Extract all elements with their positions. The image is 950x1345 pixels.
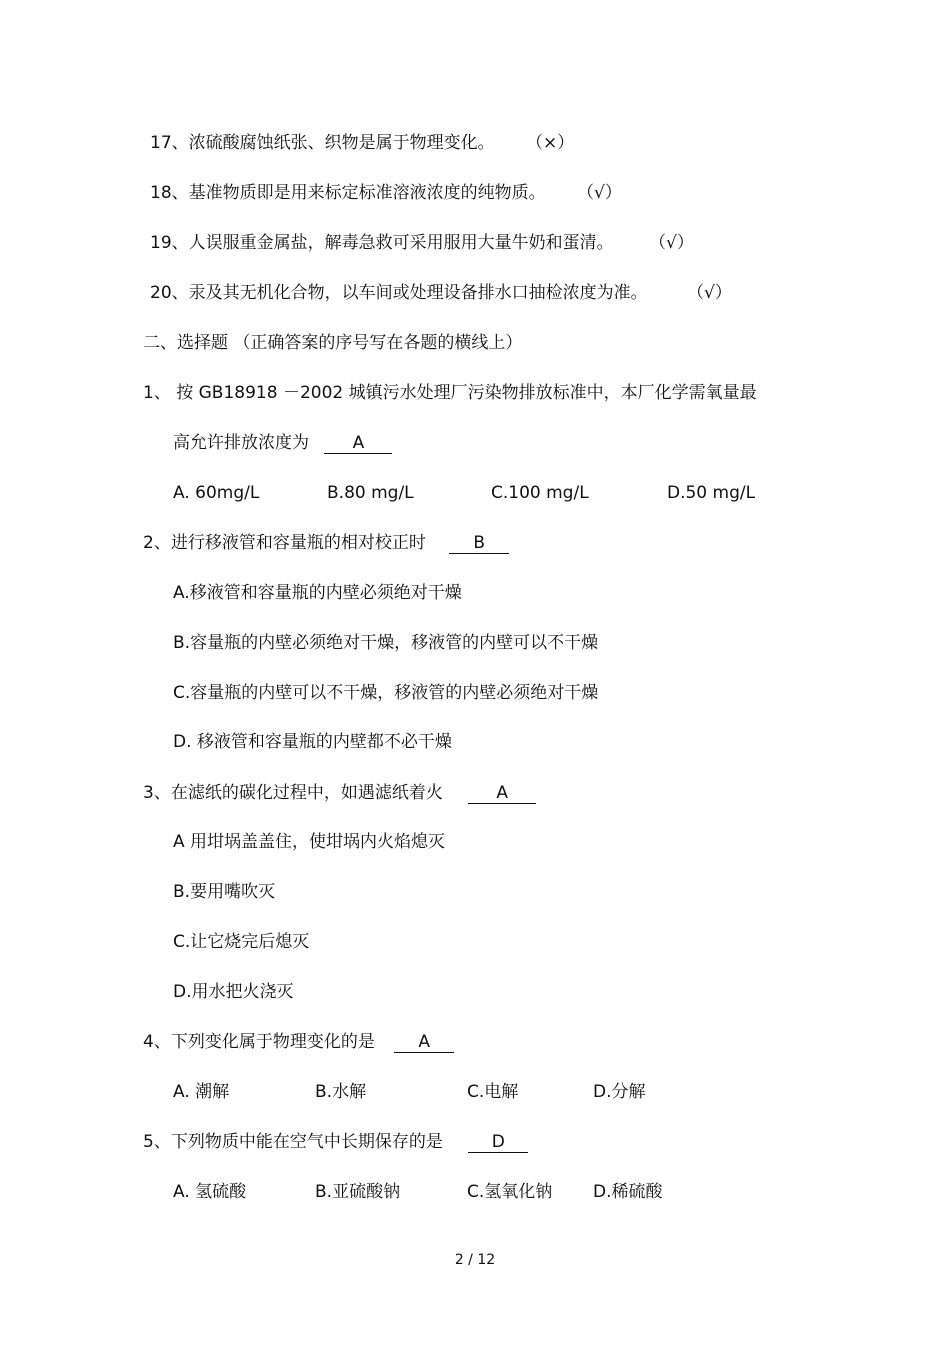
judgement-item-18: [150, 181, 622, 205]
question-3-stem: [143, 781, 536, 805]
judgement-text: 17、浓硫酸腐蚀纸张、织物是属于物理变化。: [150, 133, 495, 153]
judgement-mark: （√）: [649, 233, 694, 253]
judgement-text: 20、汞及其无机化合物，以车间或处理设备排水口抽检浓度为准。: [150, 283, 648, 303]
section-title: 二、选择题 （正确答案的序号写在各题的横线上）: [143, 333, 523, 353]
judgement-item-20: [150, 281, 732, 305]
question-1-option-c: C.100 mg/L: [491, 483, 589, 503]
question-stem-text: 5、下列物质中能在空气中长期保存的是: [143, 1132, 443, 1152]
question-5-option-a: A. 氢硫酸: [173, 1182, 247, 1202]
question-3-option-b: B.要用嘴吹灭: [173, 882, 276, 902]
question-3-option-d: D.用水把火浇灭: [173, 982, 294, 1002]
judgement-item-19: [150, 231, 694, 255]
page-number: 2 / 12: [454, 1252, 496, 1268]
question-4-option-c: C.电解: [467, 1082, 519, 1102]
question-1-option-a: A. 60mg/L: [173, 483, 260, 503]
answer-blank: B: [449, 533, 509, 554]
question-1-stem: 1、 按 GB18918 －2002 城镇污水处理厂污染物排放标准中，本厂化学需氧量最: [143, 383, 757, 403]
question-2-option-c: C.容量瓶的内壁可以不干燥，移液管的内壁必须绝对干燥: [173, 683, 599, 703]
answer-blank: D: [468, 1132, 528, 1153]
judgement-item-17: [150, 131, 574, 155]
question-5-option-c: C.氢氧化钠: [467, 1182, 553, 1202]
question-4-option-a: A. 潮解: [173, 1082, 230, 1102]
answer-blank: A: [394, 1032, 454, 1053]
question-stem-text: 2、进行移液管和容量瓶的相对校正时: [143, 533, 426, 553]
judgement-mark: （√）: [577, 183, 622, 203]
answer-blank: A: [324, 433, 392, 454]
question-1-option-d: D.50 mg/L: [667, 483, 756, 503]
question-2-option-b: B.容量瓶的内壁必须绝对干燥，移液管的内壁可以不干燥: [173, 633, 599, 653]
judgement-mark: （×）: [526, 133, 575, 153]
question-5-option-b: B.亚硫酸钠: [315, 1182, 401, 1202]
question-1-stem-continued: [173, 431, 392, 455]
question-stem-text: 高允许排放浓度为: [173, 433, 309, 453]
answer-blank: A: [468, 783, 536, 804]
question-5-option-d: D.稀硫酸: [593, 1182, 663, 1202]
question-3-option-a: A 用坩埚盖盖住，使坩埚内火焰熄灭: [173, 832, 446, 852]
question-3-option-c: C.让它烧完后熄灭: [173, 932, 310, 952]
question-2-option-a: A.移液管和容量瓶的内壁必须绝对干燥: [173, 583, 462, 603]
question-4-option-d: D.分解: [593, 1082, 646, 1102]
judgement-mark: （√）: [687, 283, 732, 303]
question-stem-text: 3、在滤纸的碳化过程中，如遇滤纸着火: [143, 783, 443, 803]
question-5-stem: [143, 1130, 528, 1154]
question-4-option-b: B.水解: [315, 1082, 367, 1102]
question-2-option-d: D. 移液管和容量瓶的内壁都不必干燥: [173, 732, 452, 752]
judgement-text: 18、基准物质即是用来标定标准溶液浓度的纯物质。: [150, 183, 546, 203]
question-4-stem: [143, 1030, 454, 1054]
question-2-stem: [143, 531, 509, 555]
question-stem-text: 4、下列变化属于物理变化的是: [143, 1032, 375, 1052]
question-1-option-b: B.80 mg/L: [327, 483, 414, 503]
judgement-text: 19、人误服重金属盐，解毒急救可采用服用大量牛奶和蛋清。: [150, 233, 614, 253]
